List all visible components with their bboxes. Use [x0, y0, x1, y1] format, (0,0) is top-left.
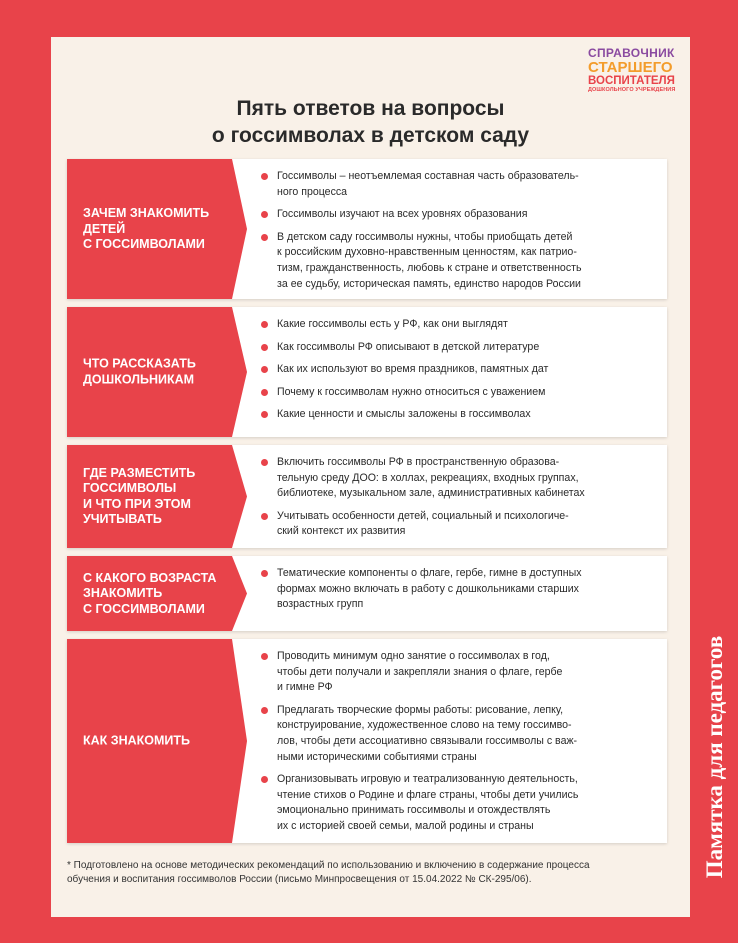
list-item [261, 385, 657, 401]
page-title [51, 95, 690, 149]
bullet-list [261, 169, 657, 299]
bullet-dot-icon [261, 173, 268, 180]
logo-line-4: ДОШКОЛЬНОГО УЧРЕЖДЕНИЯ [588, 87, 676, 93]
list-item-text: Как их используют во время праздников, памятных дат [277, 363, 549, 376]
list-item [261, 207, 657, 223]
list-item [261, 703, 657, 765]
list-item-text: Какие ценности и смыслы заложены в госсимволах [277, 408, 531, 421]
section-tag [67, 445, 247, 548]
section-label: С КАКОГО ВОЗРАСТА ЗНАКОМИТЬ С ГОССИМВОЛАМИ [83, 570, 217, 616]
bullet-dot-icon [261, 366, 268, 373]
bullet-dot-icon [261, 570, 268, 577]
bullet-dot-icon [261, 707, 268, 714]
list-item-text: Госсимволы изучают на всех уровнях образования [277, 208, 528, 221]
side-label-text: Памятка для педагогов [702, 635, 727, 879]
list-item-text: Как госсимволы РФ описывают в детской литературе [277, 340, 540, 353]
section-label: КАК ЗНАКОМИТЬ [83, 733, 191, 748]
logo-line-3: ВОСПИТАТЕЛЯ [588, 75, 675, 87]
list-item [261, 772, 657, 834]
logo-line-2: СТАРШЕГО [588, 59, 673, 76]
section-label: ГДЕ РАЗМЕСТИТЬ ГОССИМВОЛЫ И ЧТО ПРИ ЭТОМ УЧИТЫВАТЬ [83, 465, 196, 526]
list-item [261, 407, 657, 423]
list-item-text: Учитывать особенности детей, социальный и психологиче- ский контекст их развития [277, 509, 569, 538]
list-item-text: Почему к госсимволам нужно относиться с уважением [277, 385, 546, 398]
list-item [261, 230, 657, 292]
side-label [695, 597, 735, 917]
section-age [67, 556, 667, 631]
list-item-text: Госсимволы – неотъемлемая составная часть образователь- ного процесса [277, 170, 579, 198]
section-tag [67, 159, 247, 299]
bullet-dot-icon [261, 513, 268, 520]
section-where [67, 445, 667, 548]
bullet-dot-icon [261, 321, 268, 328]
bullet-list [261, 455, 657, 547]
list-item [261, 362, 657, 378]
info-card [51, 37, 690, 917]
list-item [261, 340, 657, 356]
list-item [261, 509, 657, 540]
section-how [67, 639, 667, 843]
bullet-dot-icon [261, 389, 268, 396]
section-tag [67, 556, 247, 631]
list-item-text: В детском саду госсимволы нужны, чтобы приобщать детей к российским духовно-нравственным ценностям, как патрио- тизм, гражданственность, любовь к стране и ответственность за ее судьбу, историческая память, единство народов России [277, 230, 582, 290]
bullet-list [261, 317, 657, 430]
list-item [261, 566, 657, 613]
list-item-text: Тематические компоненты о флаге, гербе, гимне в доступных формах можно включать в работу с дошкольниками старших возрастных групп [277, 567, 582, 611]
logo-line-1: СПРАВОЧНИК [588, 46, 675, 60]
list-item-text: Организовывать игровую и театрализованную деятельность, чтение стихов о Родине и флаге страны, чтобы дети учились эмоционально принимать госсимволы и отождествлять их с историей своей семьи, малой родины и страны [277, 773, 579, 832]
section-what [67, 307, 667, 437]
bullet-dot-icon [261, 411, 268, 418]
list-item [261, 455, 657, 502]
section-tag [67, 639, 247, 843]
bullet-list [261, 649, 657, 842]
bullet-dot-icon [261, 211, 268, 218]
footnote: * Подготовлено на основе методических рекомендаций по использованию и включению в содержание процесса обучения и воспитания госсимволов России (письмо Минпросвещения от 15.04.2022 № СК-295/06). [67, 860, 590, 885]
title-line-1: Пять ответов на вопросы [236, 97, 505, 120]
list-item-text: Проводить минимум одно занятие о госсимволах в год, чтобы дети получали и закрепляли знания о флаге, гербе и гимне РФ [277, 650, 563, 694]
list-item-text: Предлагать творческие формы работы: рисование, лепку, конструирование, художественное слово на тему госсимво- лов, чтобы дети ассоциативно связывали госсимволы с важ- ными историческими событиями страны [277, 703, 578, 763]
list-item [261, 317, 657, 333]
bullet-dot-icon [261, 344, 268, 351]
bullet-dot-icon [261, 653, 268, 660]
list-item-text: Какие госсимволы есть у РФ, как они выглядят [277, 318, 508, 330]
bullet-list [261, 566, 657, 620]
section-label: ЗАЧЕМ ЗНАКОМИТЬ ДЕТЕЙ С ГОССИМВОЛАМИ [83, 205, 210, 251]
bullet-dot-icon [261, 459, 268, 466]
list-item [261, 169, 657, 200]
title-line-2: о госсимволах в детском саду [211, 124, 530, 147]
section-tag [67, 307, 247, 437]
bullet-dot-icon [261, 776, 268, 783]
bullet-dot-icon [261, 234, 268, 241]
publisher-logo[interactable] [588, 47, 683, 94]
section-label: ЧТО РАССКАЗАТЬ ДОШКОЛЬНИКАМ [83, 356, 196, 386]
list-item [261, 649, 657, 696]
list-item-text: Включить госсимволы РФ в пространственную образова- тельную среду ДОО: в холлах, рекреациях, входных группах, библиотеке, музыкальном зале, административных кабинетах [277, 456, 585, 500]
section-why [67, 159, 667, 299]
